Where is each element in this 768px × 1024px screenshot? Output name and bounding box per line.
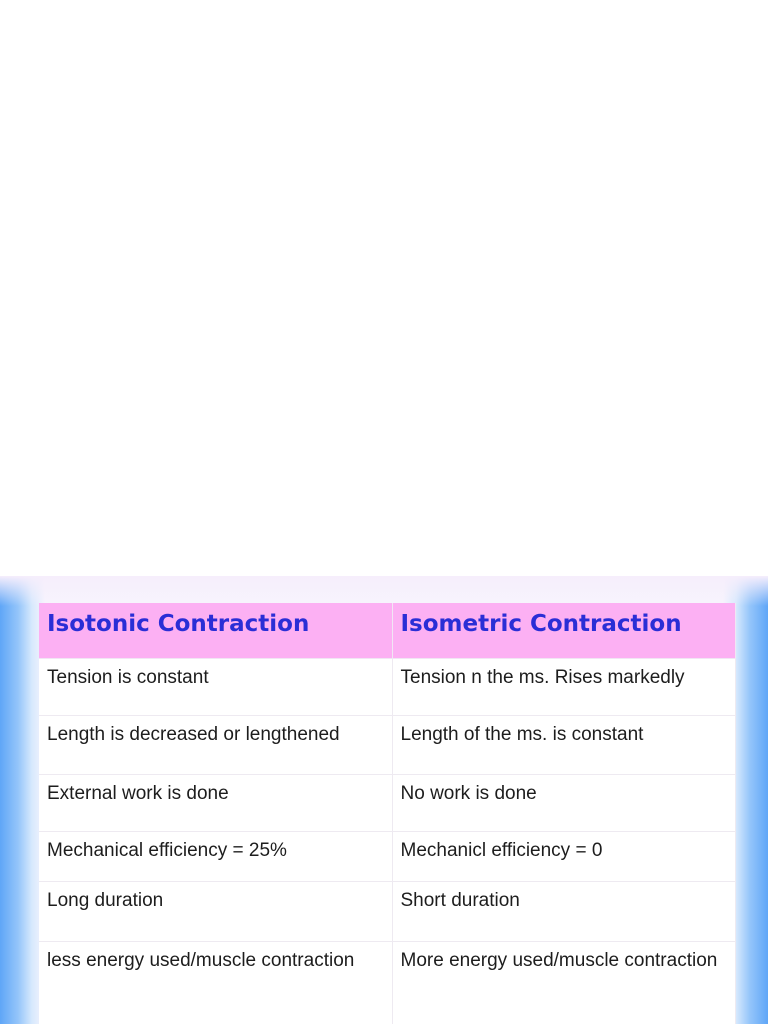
table-cell: No work is done [392, 775, 735, 832]
slide-top-fade [0, 576, 768, 606]
header-isotonic: Isotonic Contraction [39, 603, 392, 659]
table-row [39, 659, 735, 716]
table-cell: less energy used/muscle contraction [39, 942, 392, 1024]
table-cell: Mechanical efficiency = 25% [39, 832, 392, 882]
table-cell: Length is decreased or lengthened [39, 716, 392, 775]
table-row [39, 882, 735, 942]
table-cell: External work is done [39, 775, 392, 832]
table-cell: Short duration [392, 882, 735, 942]
table-cell: Tension is constant [39, 659, 392, 716]
comparison-table [39, 603, 736, 1024]
header-isometric: Isometric Contraction [392, 603, 735, 659]
table-row [39, 942, 735, 1024]
table-cell: Long duration [39, 882, 392, 942]
table-cell: Length of the ms. is constant [392, 716, 735, 775]
table-header-row [39, 603, 735, 659]
table-cell: Tension n the ms. Rises markedly [392, 659, 735, 716]
table-cell: Mechanicl efficiency = 0 [392, 832, 735, 882]
table-row [39, 775, 735, 832]
table-row [39, 832, 735, 882]
table-cell: More energy used/muscle contraction [392, 942, 735, 1024]
table-row [39, 716, 735, 775]
slide [0, 576, 768, 1024]
